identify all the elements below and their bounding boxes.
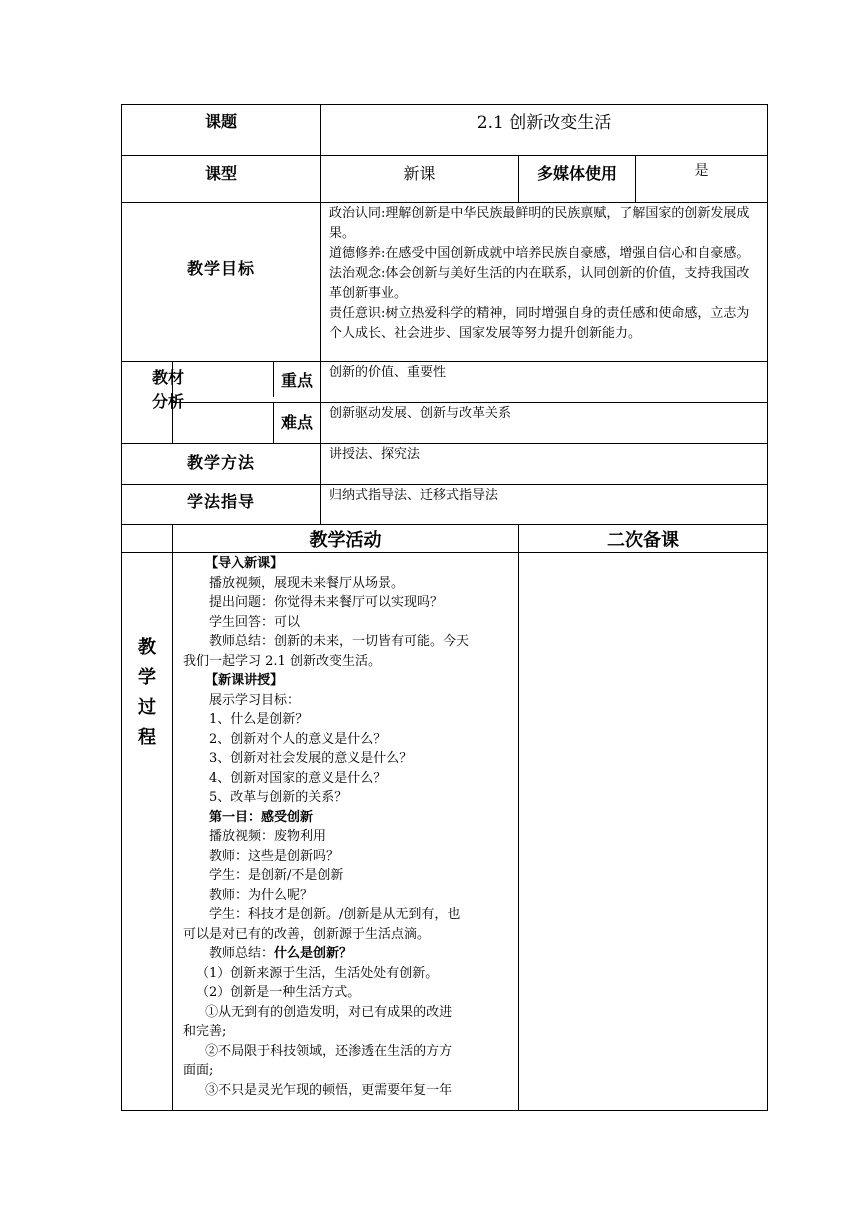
analysis-key-row <box>122 362 768 403</box>
activity-line: 教师总结：创新的未来，一切皆有可能。今天 <box>209 634 470 649</box>
analysis-label-line2: 分析 <box>151 392 184 411</box>
analysis-key-label-cell <box>151 362 321 411</box>
activity-col2-title: 二次备课 <box>519 525 768 553</box>
activity-line: 3、创新对社会发展的意义是什么？ <box>209 751 413 766</box>
activity-line: 2、创新对个人的意义是什么？ <box>209 731 387 747</box>
activity-body-row <box>122 553 768 1111</box>
process-char-2: 学 <box>138 667 156 688</box>
activity-line: ①从无到有的创造发明，对已有成果的改进 <box>205 1004 453 1020</box>
topic-value: 2.1 创新改变生活 <box>321 105 768 156</box>
activity-line: 提出问题：你觉得未来餐厅可以实现吗？ <box>209 595 444 610</box>
difficult-label: 难点 <box>281 413 314 432</box>
goal-political: 政治认同:理解创新是中华民族最鲜明的民族禀赋，了解国家的创新发展成果。 <box>329 206 750 241</box>
process-char-4: 程 <box>138 727 156 748</box>
goals-label: 教学目标 <box>122 203 321 362</box>
activity-line: 播放视频：废物利用 <box>209 829 327 844</box>
difficult-label-cell <box>173 403 321 444</box>
intro-heading: 【导入新课】 <box>205 556 284 571</box>
activity-line: 学生：科技才是创新。/创新是从无到有，也 <box>209 907 461 922</box>
activity-line: 面面; <box>183 1063 214 1078</box>
guidance-label: 学法指导 <box>122 485 321 525</box>
key-label: 重点 <box>281 371 314 390</box>
activity-line: （2）创新是一种生活方式。 <box>196 985 361 1000</box>
activity-line: 1、什么是创新？ <box>209 712 309 727</box>
activity-line: 和完善; <box>183 1024 227 1039</box>
media-label: 多媒体使用 <box>519 156 636 203</box>
goals-content <box>321 203 768 362</box>
goal-moral: 道德修养:在感受中国创新成就中培养民族自豪感，增强自信心和自豪感。 <box>329 246 750 261</box>
analysis-difficult-row <box>122 403 768 444</box>
key-value: 创新的价值、重要性 <box>321 362 768 403</box>
section-heading: 第一目：感受创新 <box>209 809 314 825</box>
activity-line: 教师：这些是创新吗？ <box>209 848 340 864</box>
activity-line: ②不局限于科技领域，还渗透在生活的方方 <box>205 1043 453 1059</box>
topic-row <box>122 105 768 156</box>
activity-content <box>173 553 519 1111</box>
goals-row <box>122 203 768 362</box>
activity-col1-title: 教学活动 <box>173 525 519 553</box>
summary-prefix: 教师总结： <box>209 946 275 961</box>
activity-line: 学生：是创新/不是创新 <box>209 868 344 883</box>
second-prep-cell <box>519 553 768 1111</box>
type-label: 课型 <box>122 156 321 203</box>
process-char-3: 过 <box>138 697 156 718</box>
activity-line: 我们一起学习 2.1 创新改变生活。 <box>183 653 381 669</box>
type-value: 新课 <box>321 156 519 203</box>
activity-line: ③不只是灵光乍现的顿悟，更需要年复一年 <box>205 1082 453 1098</box>
guidance-value: 归纳式指导法、迁移式指导法 <box>321 485 768 525</box>
process-char-1: 教 <box>138 637 156 658</box>
topic-label: 课题 <box>122 105 321 156</box>
activity-line: （1）创新来源于生活，生活处处有创新。 <box>196 965 439 981</box>
activity-line: 5、改革与创新的关系？ <box>209 790 348 805</box>
activity-line: 教师：为什么呢？ <box>209 887 314 903</box>
activity-line: 学生回答：可以 <box>209 614 301 630</box>
activity-line: 播放视频，展现未来餐厅从场景。 <box>209 575 405 591</box>
method-value: 讲授法、探究法 <box>321 444 768 485</box>
activity-line: 展示学习目标： <box>209 692 301 708</box>
activity-line: 4、创新对国家的意义是什么？ <box>209 770 387 786</box>
method-label: 教学方法 <box>122 444 321 485</box>
activity-line: 可以是对已有的改善，创新源于生活点滴。 <box>183 926 431 942</box>
activity-header-blank <box>122 525 173 553</box>
activity-line <box>183 944 510 964</box>
guidance-row <box>122 485 768 525</box>
goal-law: 法治观念:体会创新与美好生活的内在联系，认同创新的价值，支持我国改革创新事业。 <box>329 266 750 301</box>
analysis-label-line1: 教材 <box>151 368 184 387</box>
method-row <box>122 444 768 485</box>
type-row <box>122 156 768 203</box>
new-lesson-heading: 【新课讲授】 <box>205 673 284 688</box>
difficult-value: 创新驱动发展、创新与改革关系 <box>321 403 768 444</box>
goal-responsibility: 责任意识:树立热爱科学的精神，同时增强自身的责任感和使命感，立志为个人成长、社会进步、国家发展等努力提升创新能力。 <box>329 306 750 341</box>
activity-header-row <box>122 525 768 553</box>
media-value: 是 <box>636 156 768 203</box>
lesson-plan-table <box>121 104 768 1111</box>
summary-question: 什么是创新？ <box>274 946 353 961</box>
process-side-label <box>122 553 173 1111</box>
